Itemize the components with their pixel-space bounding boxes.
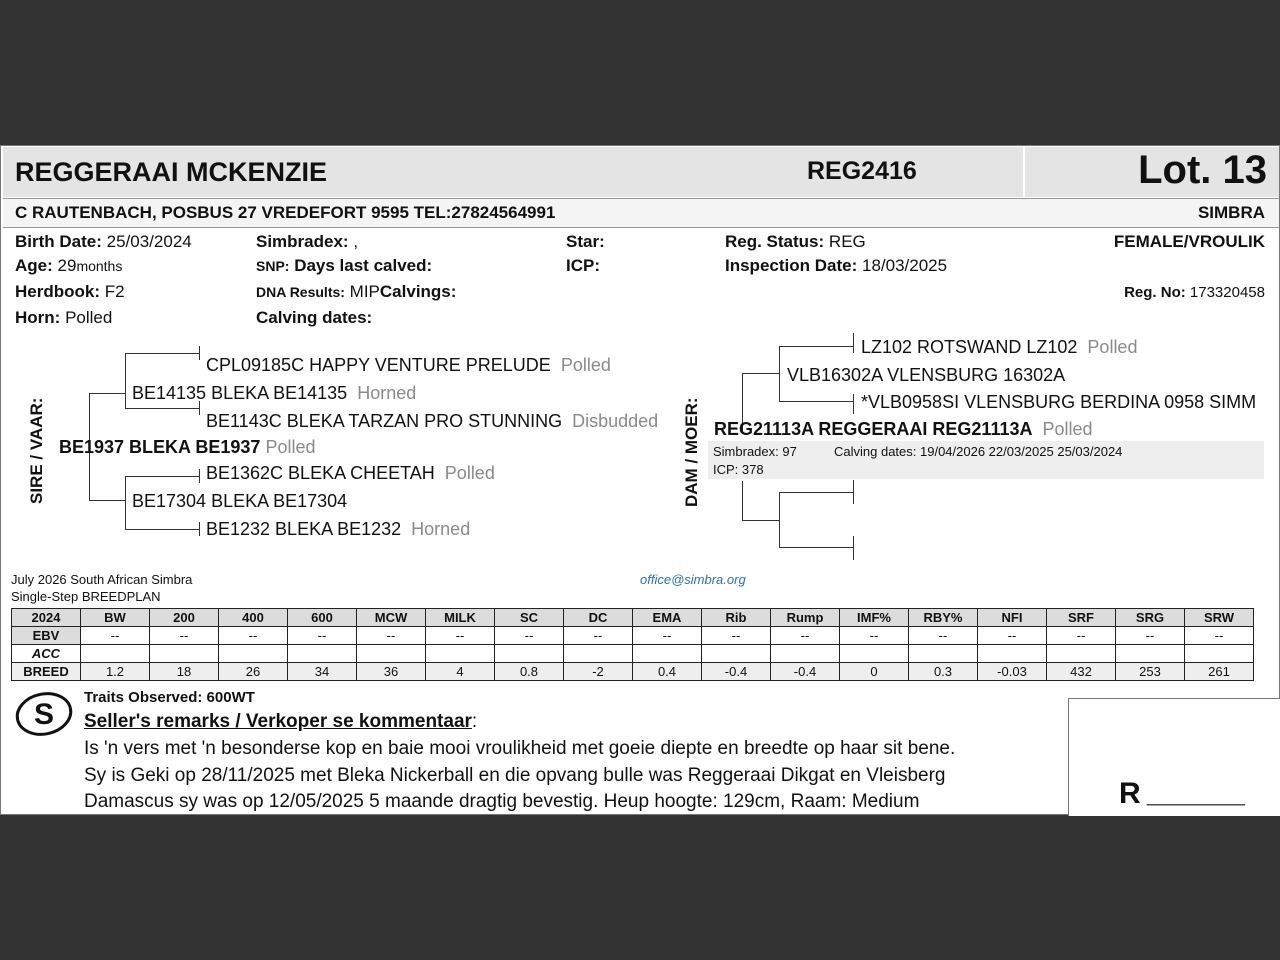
header-cell: 400 <box>219 609 288 627</box>
age: Age: 29months <box>15 256 123 275</box>
price-box <box>1068 698 1280 816</box>
price-currency: R <box>1119 777 1141 810</box>
calving-dates: Calving dates: <box>256 308 373 327</box>
email-link[interactable]: office@simbra.org <box>640 572 746 587</box>
remarks-line: Sy is Geki op 28/11/2025 met Bleka Nickerball en die opvang bulle was Reggeraai Dikgat en Vleisberg <box>84 765 946 786</box>
horn-status: Horn: Polled <box>15 308 113 327</box>
acc-cell <box>978 645 1047 663</box>
header-cell: Rump <box>771 609 840 627</box>
acc-cell <box>495 645 564 663</box>
dam-calving-dates: Calving dates: 19/04/2026 22/03/2025 25/03/2024 <box>834 444 1123 459</box>
acc-row <box>12 645 1254 663</box>
reg-code: REG2416 <box>807 157 917 185</box>
header-divider <box>1023 147 1025 197</box>
ebv-cell: -- <box>909 627 978 645</box>
breed-name: SIMBRA <box>1197 203 1265 222</box>
animal-name: REGGERAAI MCKENZIE <box>15 157 328 187</box>
acc-cell <box>1185 645 1254 663</box>
breed-cell: 18 <box>150 663 219 681</box>
pedigree-connector-line <box>199 522 200 536</box>
acc-cell <box>564 645 633 663</box>
pedigree-connector-line <box>125 529 199 530</box>
pedigree-connector-line <box>199 346 200 360</box>
registration-number: Reg. No: 173320458 <box>1124 284 1265 301</box>
breed-cell: 253 <box>1116 663 1185 681</box>
acc-cell <box>357 645 426 663</box>
ebv-cell: -- <box>564 627 633 645</box>
pedigree-connector-line <box>779 547 853 548</box>
header-cell: SRG <box>1116 609 1185 627</box>
pedigree-connector-line <box>853 333 854 353</box>
ebv-table <box>11 608 1254 681</box>
icp: ICP: <box>566 256 600 275</box>
simbradex: Simbradex: , <box>256 232 359 251</box>
dam-icp: ICP: 378 <box>713 462 764 477</box>
breed-cell: 0 <box>840 663 909 681</box>
sire-sire-sire: CPL09185C HAPPY VENTURE PRELUDE Polled <box>206 355 611 375</box>
pedigree-connector-line <box>779 492 780 548</box>
acc-cell <box>150 645 219 663</box>
breed-cell: 261 <box>1185 663 1254 681</box>
acc-cell <box>1116 645 1185 663</box>
breed-cell: -2 <box>564 663 633 681</box>
dam-sire-sire: LZ102 ROTSWAND LZ102 Polled <box>861 337 1138 357</box>
ebv-cell: -- <box>495 627 564 645</box>
breed-cell: 432 <box>1047 663 1116 681</box>
pedigree-connector-line <box>125 476 126 530</box>
breed-cell: 0.4 <box>633 663 702 681</box>
remarks-title: Seller's remarks / Verkoper se kommentaar: <box>84 711 478 732</box>
pedigree-connector-line <box>125 353 199 354</box>
herdbook: Herdbook: F2 <box>15 282 125 301</box>
breed-cell: 26 <box>219 663 288 681</box>
ebv-cell: -- <box>219 627 288 645</box>
acc-cell <box>909 645 978 663</box>
sex: FEMALE/VROULIK <box>1113 232 1265 251</box>
header-cell: MILK <box>426 609 495 627</box>
lot-number: Lot. 13 <box>1138 148 1267 192</box>
ebv-cell: -- <box>357 627 426 645</box>
ebv-header-row <box>12 609 1254 627</box>
pedigree-connector-line <box>779 401 853 402</box>
sire-dam-dam: BE1232 BLEKA BE1232 Horned <box>206 519 471 539</box>
dna-calvings: DNA Results: MIPCalvings: <box>256 282 457 301</box>
ebv-row <box>12 627 1254 645</box>
ebv-cell: -- <box>978 627 1047 645</box>
breed-cell: -0.03 <box>978 663 1047 681</box>
ebv-cell: -- <box>1185 627 1254 645</box>
sire-side-label: SIRE / VAAR: <box>27 397 46 504</box>
header-cell: IMF% <box>840 609 909 627</box>
acc-cell <box>1047 645 1116 663</box>
breedplan-line2: Single-Step BREEDPLAN <box>11 589 161 604</box>
header-cell: SC <box>495 609 564 627</box>
breed-cell: 0.8 <box>495 663 564 681</box>
ebv-cell: -- <box>288 627 357 645</box>
lot-card <box>0 145 1280 815</box>
row-label: BREED <box>12 663 81 681</box>
breed-cell: -0.4 <box>771 663 840 681</box>
acc-cell <box>81 645 150 663</box>
traits-observed: Traits Observed: 600WT <box>84 689 255 706</box>
header-cell: MCW <box>357 609 426 627</box>
pedigree-connector-line <box>853 394 854 414</box>
ebv-cell: -- <box>702 627 771 645</box>
ebv-cell: -- <box>840 627 909 645</box>
header-cell: DC <box>564 609 633 627</box>
simbra-s-logo-icon <box>13 689 75 744</box>
pedigree-connector-line <box>853 536 854 560</box>
svg-text:S: S <box>33 698 55 731</box>
owner-line: C RAUTENBACH, POSBUS 27 VREDEFORT 9595 TEL:27824564991 <box>15 203 556 222</box>
row-label: ACC <box>12 645 81 663</box>
breed-cell: -0.4 <box>702 663 771 681</box>
ebv-cell: -- <box>771 627 840 645</box>
pedigree-connector-line <box>779 492 853 493</box>
header-cell: RBY% <box>909 609 978 627</box>
sire-animal: BE1937 BLEKA BE1937 Polled <box>59 437 316 457</box>
acc-cell <box>426 645 495 663</box>
ebv-cell: -- <box>1116 627 1185 645</box>
acc-cell <box>840 645 909 663</box>
acc-cell <box>288 645 357 663</box>
pedigree-connector-line <box>89 393 125 394</box>
acc-cell <box>633 645 702 663</box>
pedigree-connector-line <box>779 346 780 402</box>
pedigree-connector-line <box>779 346 853 347</box>
dam-animal: REG21113A REGGERAAI REG21113A Polled <box>714 419 1093 439</box>
ebv-cell: -- <box>633 627 702 645</box>
pedigree-connector-line <box>742 481 743 521</box>
header-cell: SRF <box>1047 609 1116 627</box>
pedigree-connector-line <box>125 476 199 477</box>
breed-row <box>12 663 1254 681</box>
pedigree-connector-line <box>89 500 125 501</box>
breed-cell: 4 <box>426 663 495 681</box>
sire-dam: BE17304 BLEKA BE17304 <box>132 491 348 511</box>
dam-sire: VLB16302A VLENSBURG 16302A <box>787 365 1066 385</box>
header-cell: 200 <box>150 609 219 627</box>
header-cell: 600 <box>288 609 357 627</box>
sire-dam-sire: BE1362C BLEKA CHEETAH Polled <box>206 463 495 483</box>
header-cell: Rib <box>702 609 771 627</box>
header-cell: BW <box>81 609 150 627</box>
dam-side-label: DAM / MOER: <box>682 397 701 507</box>
breed-cell: 34 <box>288 663 357 681</box>
snp-days-calved: SNP: Days last calved: <box>256 256 433 275</box>
ebv-cell: -- <box>1047 627 1116 645</box>
dam-simbradex: Simbradex: 97 <box>713 444 797 459</box>
birth-date: Birth Date: 25/03/2024 <box>15 232 192 251</box>
pedigree-connector-line <box>199 469 200 483</box>
price-field[interactable]: ________ <box>1147 781 1245 806</box>
star: Star: <box>566 232 605 251</box>
pedigree-connector-line <box>125 353 126 409</box>
acc-cell <box>702 645 771 663</box>
pedigree-connector-line <box>853 480 854 504</box>
breed-cell: 0.3 <box>909 663 978 681</box>
ebv-cell: -- <box>150 627 219 645</box>
header-cell: NFI <box>978 609 1047 627</box>
breedplan-line1: July 2026 South African Simbra <box>11 572 193 587</box>
pedigree-connector-line <box>742 520 779 521</box>
row-label: EBV <box>12 627 81 645</box>
sire-sire-dam: BE1143C BLEKA TARZAN PRO STUNNING Disbudded <box>206 411 659 431</box>
remarks-line: Is 'n vers met 'n besonderse kop en baie mooi vroulikheid met goeie diepte en breedte op haar sit bene. <box>84 738 956 759</box>
pedigree-connector-line <box>742 373 779 374</box>
inspection-date: Inspection Date: 18/03/2025 <box>725 256 948 275</box>
dam-info-box <box>708 441 1264 479</box>
sire-sire: BE14135 BLEKA BE14135 Horned <box>132 383 417 403</box>
remarks-line: Damascus sy was op 12/05/2025 5 maande dragtig bevestig. Heup hoogte: 129cm, Raam: Medium <box>84 791 920 812</box>
breed-cell: 36 <box>357 663 426 681</box>
header-cell: 2024 <box>12 609 81 627</box>
header-cell: EMA <box>633 609 702 627</box>
reg-status: Reg. Status: REG <box>725 232 866 251</box>
dam-sire-dam: *VLB0958SI VLENSBURG BERDINA 0958 SIMM <box>861 392 1257 412</box>
pedigree-connector-line <box>125 408 199 409</box>
acc-cell <box>771 645 840 663</box>
header-cell: SRW <box>1185 609 1254 627</box>
ebv-cell: -- <box>81 627 150 645</box>
ebv-cell: -- <box>426 627 495 645</box>
breed-cell: 1.2 <box>81 663 150 681</box>
acc-cell <box>219 645 288 663</box>
